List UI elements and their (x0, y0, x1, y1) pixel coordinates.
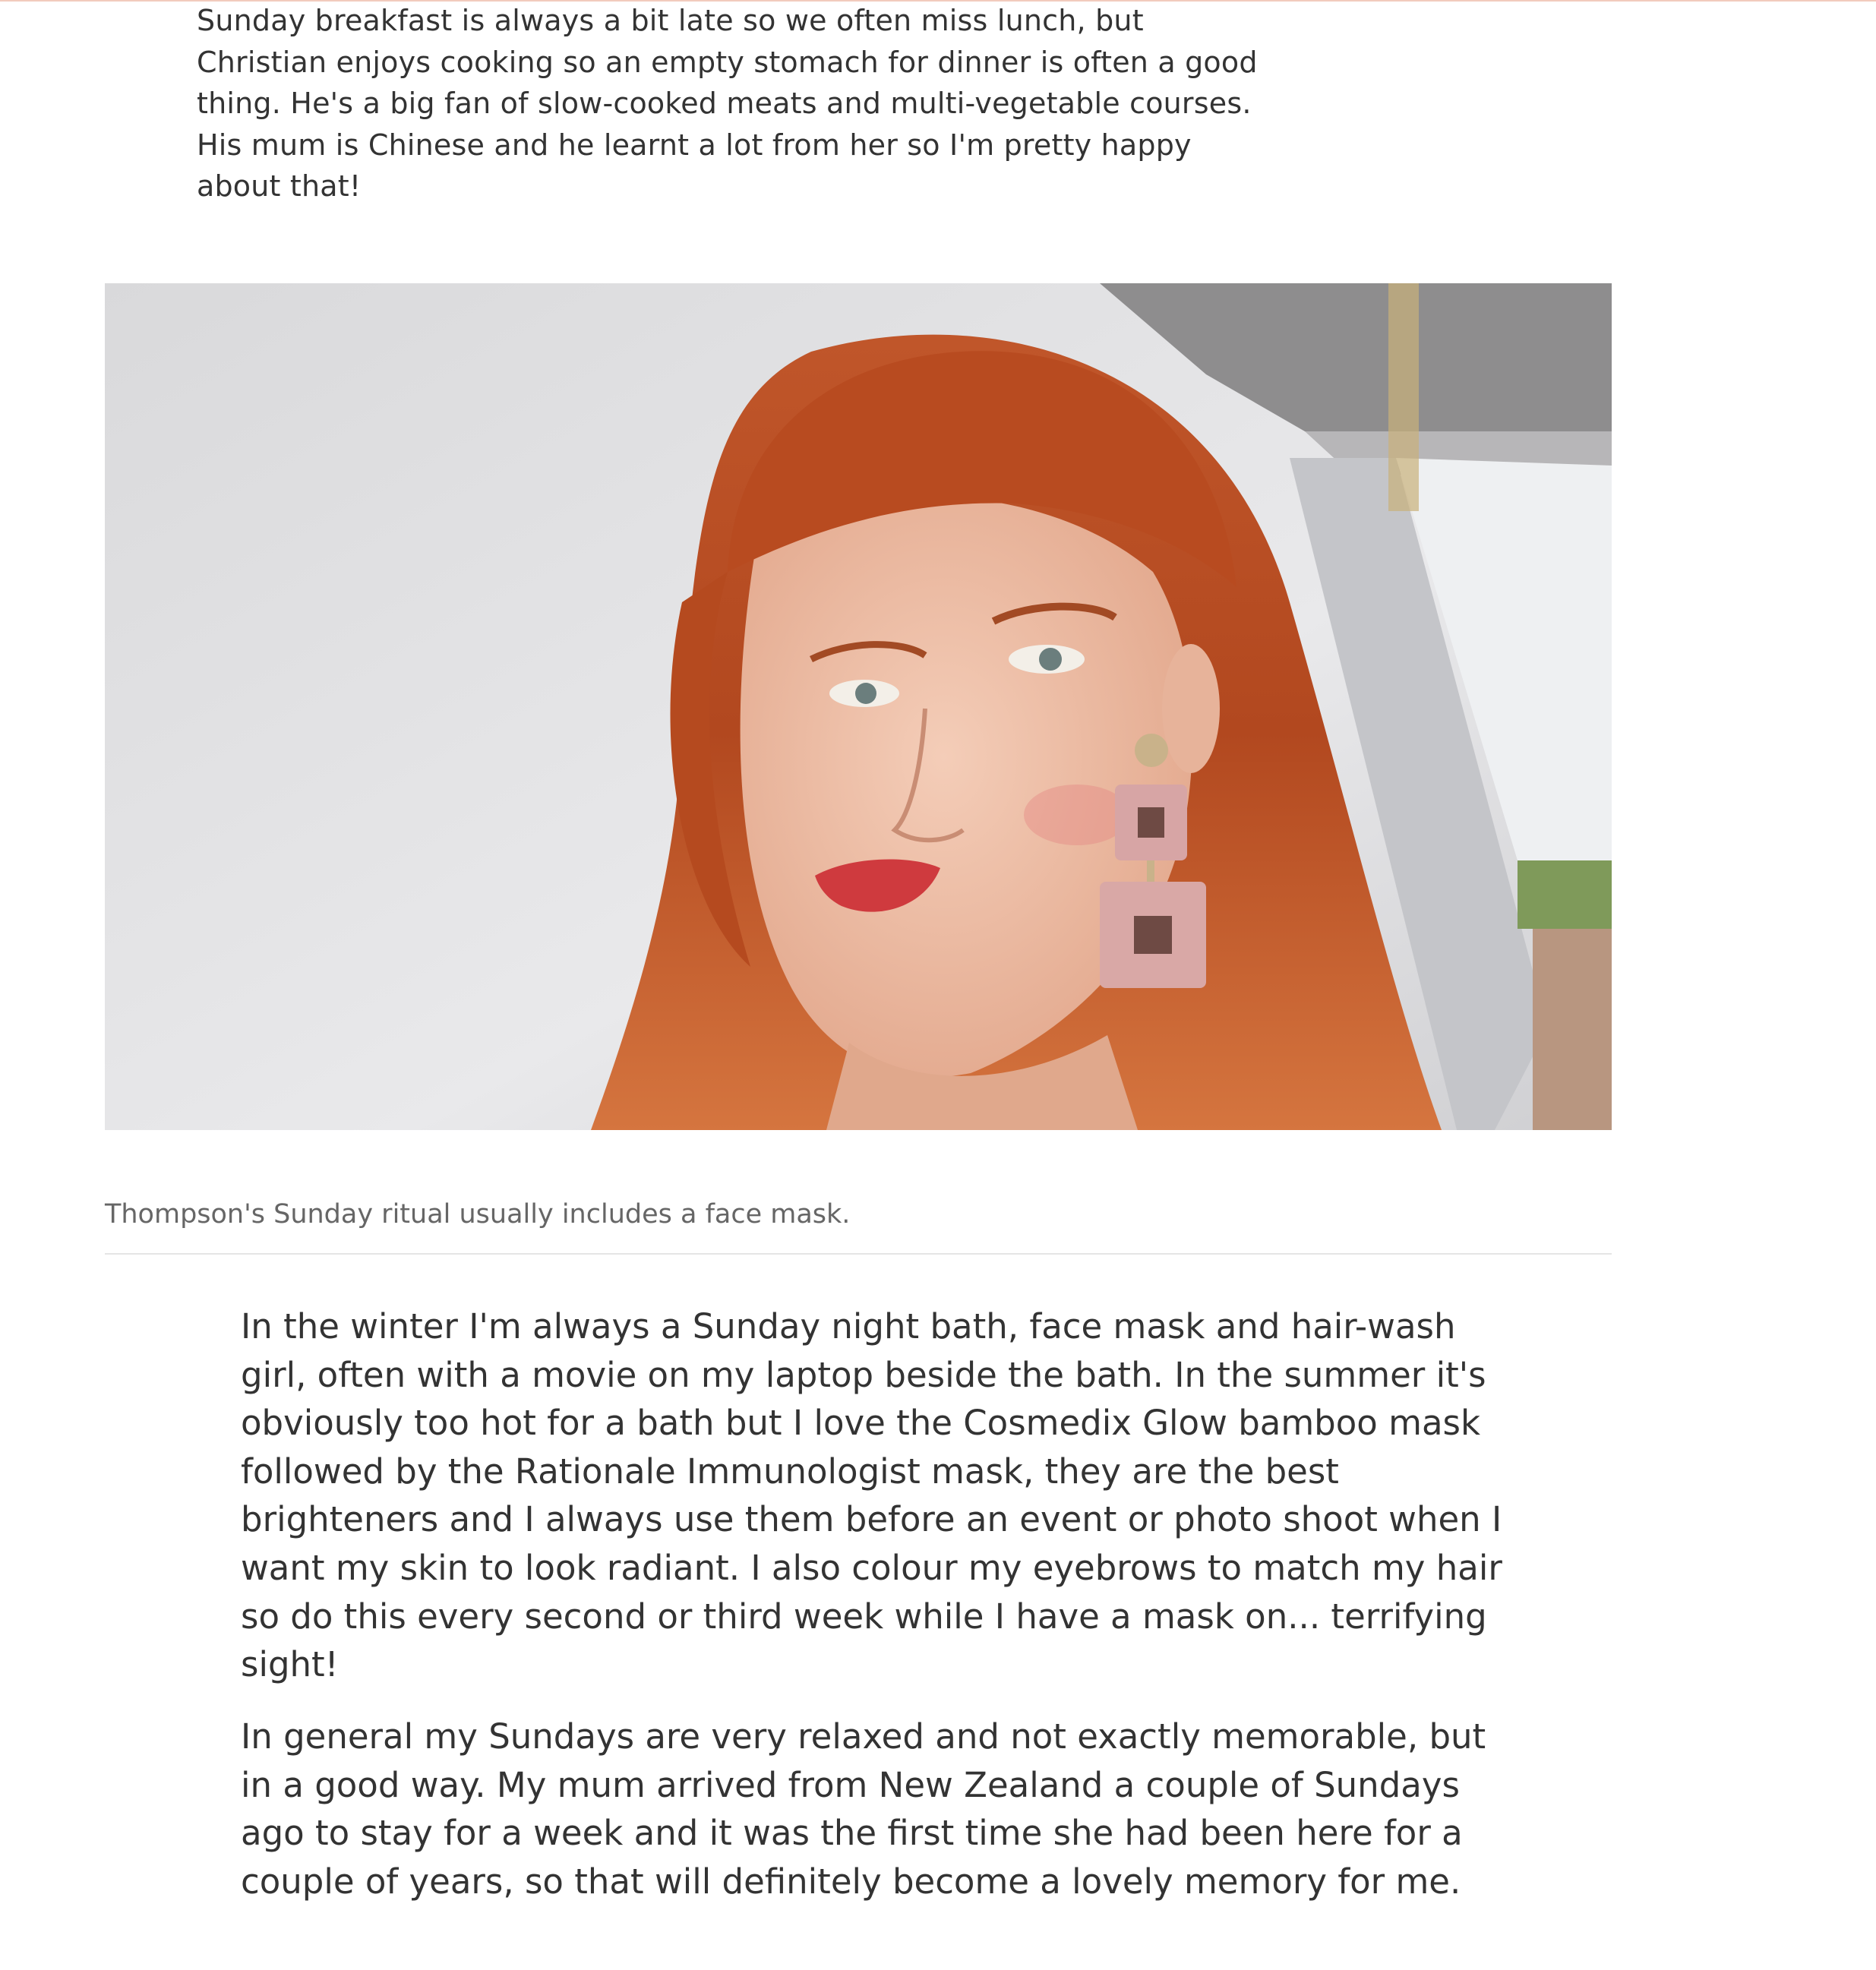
cheek-blush (1024, 785, 1130, 845)
intro-line: His mum is Chinese and he learnt a lot from her so I'm pretty happy (197, 128, 1192, 162)
earring-link (1147, 860, 1154, 882)
distant-building (1533, 929, 1612, 1130)
paragraph-line: brighteners and I always use them before an event or photo shoot when I (241, 1499, 1502, 1540)
paragraph-line: so do this every second or third week while I have a mask on... terrifying (241, 1596, 1487, 1637)
ear (1162, 644, 1220, 773)
intro-line: Sunday breakfast is always a bit late so we often miss lunch, but (197, 4, 1144, 37)
hanging-decoration (1388, 283, 1419, 511)
paragraph-line: sight! (241, 1644, 339, 1685)
foliage (1518, 860, 1612, 929)
paragraph-line: want my skin to look radiant. I also colour my eyebrows to match my hair (241, 1547, 1502, 1588)
paragraph-skincare (241, 1302, 1547, 1689)
earring-bottom-hole (1134, 916, 1172, 954)
paragraph-line: In the winter I'm always a Sunday night bath, face mask and hair-wash (241, 1306, 1456, 1346)
left-iris (855, 683, 876, 704)
paragraph-line: in a good way. My mum arrived from New Zealand a couple of Sundays (241, 1764, 1460, 1805)
paragraph-line: couple of years, so that will definitely become a lovely memory for me. (241, 1861, 1461, 1902)
intro-paragraph (197, 0, 1275, 207)
caption-divider (105, 1253, 1612, 1255)
intro-line: about that! (197, 169, 362, 204)
right-iris (1039, 648, 1062, 671)
paragraph-line: ago to stay for a week and it was the first time she had been here for a (241, 1813, 1463, 1854)
article-photo (105, 283, 1612, 1130)
paragraph-line: obviously too hot for a bath but I love the Cosmedix Glow bamboo mask (241, 1403, 1481, 1444)
paragraph-line: In general my Sundays are very relaxed and not exactly memorable, but (241, 1716, 1486, 1757)
paragraph-sundays (241, 1713, 1547, 1905)
intro-line: thing. He's a big fan of slow-cooked meats and multi-vegetable courses. (197, 87, 1252, 121)
intro-line: Christian enjoys cooking so an empty stomach for dinner is often a good (197, 45, 1258, 79)
paragraph-line: followed by the Rationale Immunologist mask, they are the best (241, 1451, 1339, 1492)
earring-stud (1135, 734, 1168, 767)
paragraph-line: girl, often with a movie on my laptop beside the bath. In the summer it's (241, 1354, 1486, 1395)
earring-top-hole (1138, 807, 1164, 838)
photo-caption: Thompson's Sunday ritual usually includes a face mask. (105, 1199, 851, 1230)
